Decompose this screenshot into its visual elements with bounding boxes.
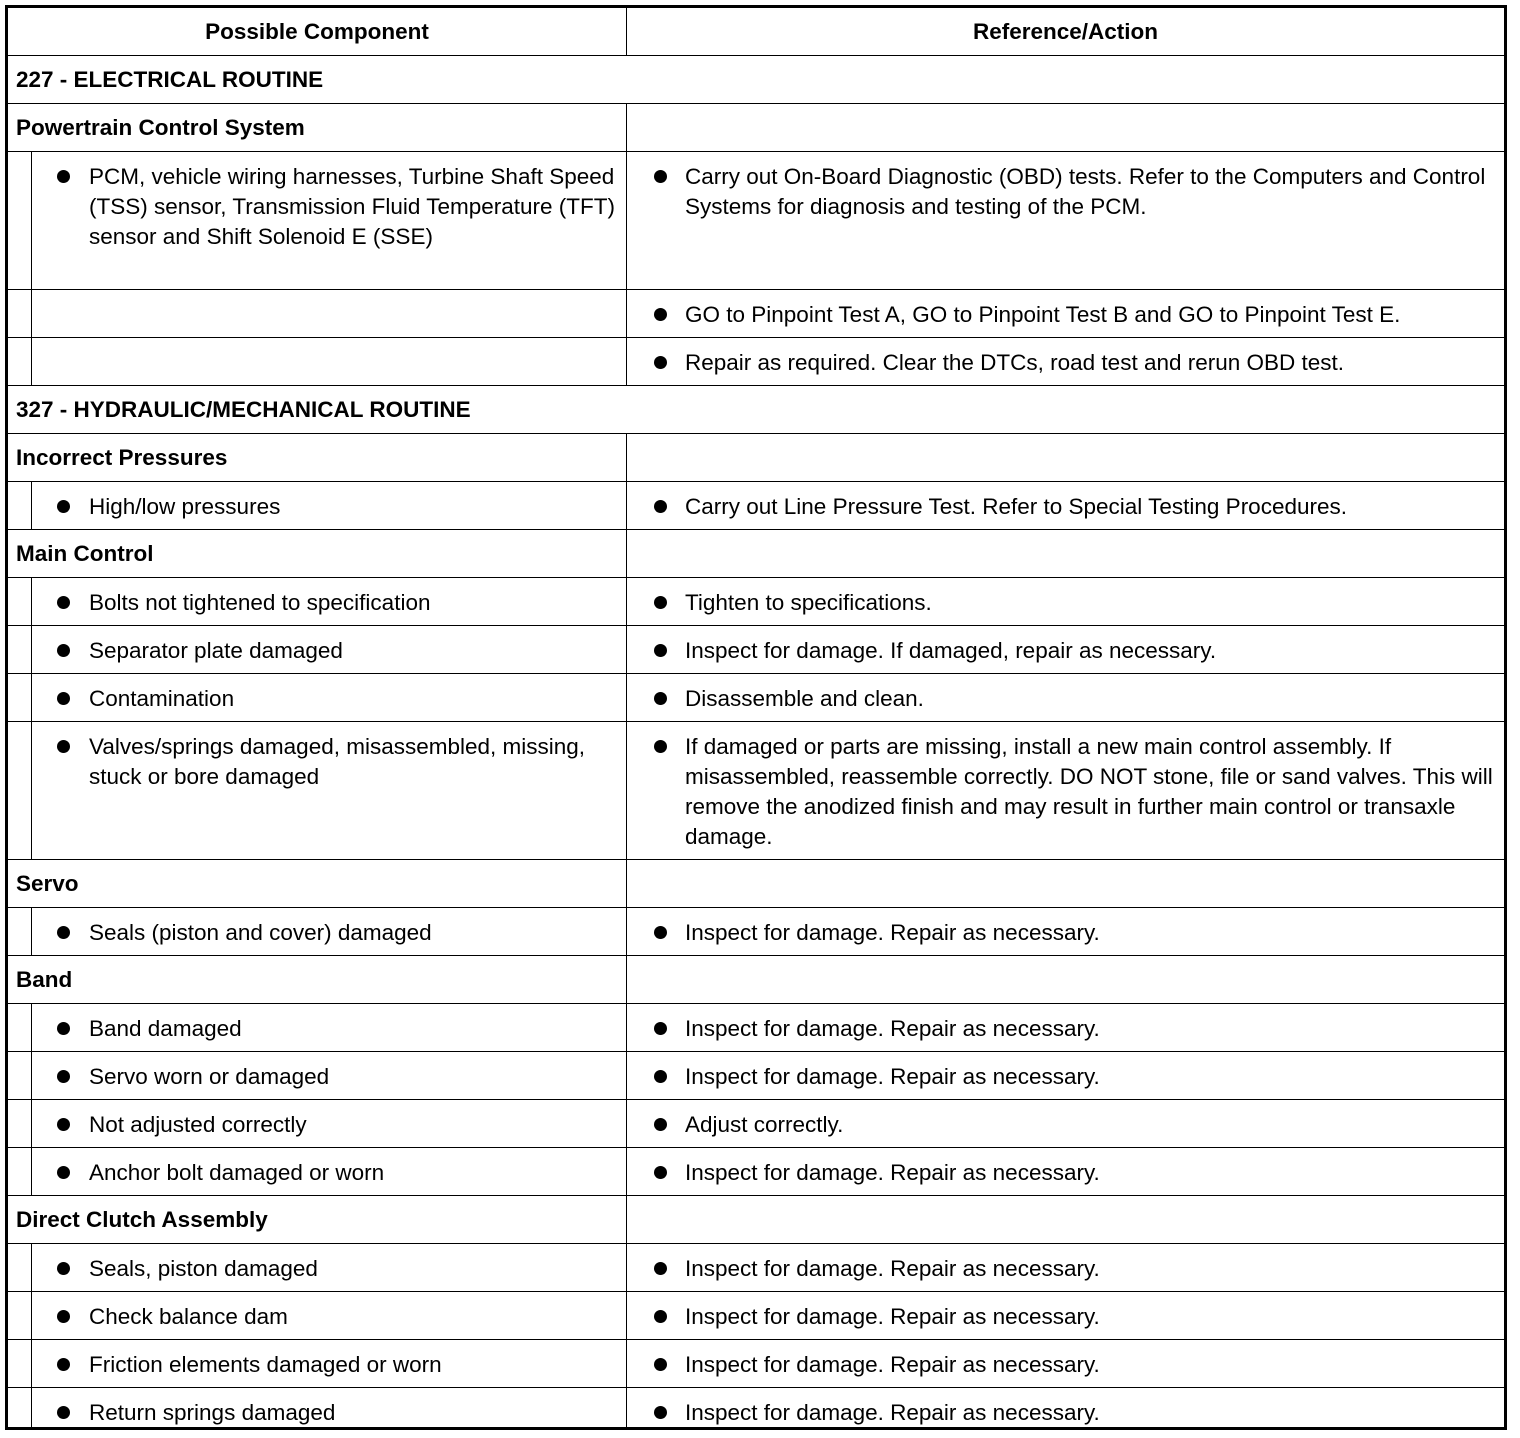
list-item [31,482,626,529]
table-row [8,907,1504,955]
table-row [8,721,1504,859]
bullet-icon [654,692,667,705]
component-text: PCM, vehicle wiring harnesses, Turbine Shaft Speed (TSS) sensor, Transmission Fluid Temperature (TFT) sensor and Shift Solenoid E (SSE) [89,164,615,249]
component-text: Seals, piston damaged [89,1256,318,1281]
table-row [8,481,1504,529]
list-item [627,1004,1504,1051]
action-text: Carry out On-Board Diagnostic (OBD) tests. Refer to the Computers and Control Systems for diagnosis and testing of the PCM. [685,164,1486,219]
group-row-direct-clutch [8,1195,1504,1243]
bullet-icon [654,926,667,939]
section-title: 227 - ELECTRICAL ROUTINE [16,67,324,92]
component-text: Servo worn or damaged [89,1064,330,1089]
bullet-icon [57,644,70,657]
action-text: Carry out Line Pressure Test. Refer to Special Testing Procedures. [685,494,1347,519]
bullet-icon [57,500,70,513]
bullet-icon [654,1310,667,1323]
bullet-icon [654,308,667,321]
list-item [31,1244,626,1291]
section-row-hydraulic [8,385,1504,433]
list-item [627,908,1504,955]
component-text: Check balance dam [89,1304,288,1329]
list-item [31,1100,626,1147]
list-item [627,1388,1504,1430]
action-text: Inspect for damage. Repair as necessary. [685,1160,1100,1185]
bullet-icon [654,170,667,183]
action-text: Inspect for damage. Repair as necessary. [685,1064,1100,1089]
section-row-electrical [8,55,1504,103]
list-item [627,338,1504,385]
list-item [627,152,1504,289]
action-text: If damaged or parts are missing, install a new main control assembly. If misassembled, reassemble correctly. DO NOT stone, file or sand valves. This will remove the anodized finish and may result in further main control or transaxle damage. [685,734,1493,849]
list-item [31,908,626,955]
bullet-icon [654,596,667,609]
list-item [31,1148,626,1195]
bullet-icon [654,1118,667,1131]
list-item [31,1052,626,1099]
bullet-icon [57,1262,70,1275]
bullet-icon [57,1166,70,1179]
group-title: Powertrain Control System [8,104,627,151]
group-row-powertrain [8,103,1504,151]
list-item [31,1004,626,1051]
bullet-icon [57,1070,70,1083]
component-text: Friction elements damaged or worn [89,1352,442,1377]
component-text: High/low pressures [89,494,281,519]
group-row-band [8,955,1504,1003]
bullet-icon [57,1022,70,1035]
group-row-servo [8,859,1504,907]
component-text: Seals (piston and cover) damaged [89,920,432,945]
list-item [627,626,1504,673]
bullet-icon [654,1262,667,1275]
group-title: Incorrect Pressures [8,434,627,481]
table-row [8,577,1504,625]
table-row [8,1243,1504,1291]
bullet-icon [57,740,70,753]
list-item [627,1340,1504,1387]
section-title: 327 - HYDRAULIC/MECHANICAL ROUTINE [16,397,471,422]
bullet-icon [57,1358,70,1371]
bullet-icon [57,170,70,183]
group-row-main-control [8,529,1504,577]
bullet-icon [654,500,667,513]
table-row [8,1387,1504,1430]
component-text: Separator plate damaged [89,638,343,663]
bullet-icon [654,740,667,753]
table-row [8,1051,1504,1099]
bullet-icon [57,596,70,609]
diagnosis-table [5,5,1507,1430]
action-text: GO to Pinpoint Test A, GO to Pinpoint Test B and GO to Pinpoint Test E. [685,302,1401,327]
component-text: Return springs damaged [89,1400,336,1425]
table-row [8,151,1504,289]
list-item [627,674,1504,721]
bullet-icon [57,926,70,939]
action-text: Repair as required. Clear the DTCs, road test and rerun OBD test. [685,350,1345,375]
bullet-icon [654,1070,667,1083]
group-title: Servo [8,860,627,907]
list-item [627,1052,1504,1099]
list-item [31,152,626,289]
list-item [627,290,1504,337]
list-item [31,1340,626,1387]
action-text: Inspect for damage. Repair as necessary. [685,1400,1100,1425]
bullet-icon [57,692,70,705]
component-text: Valves/springs damaged, misassembled, missing, stuck or bore damaged [89,734,586,789]
group-title: Band [8,956,627,1003]
table-row [8,289,1504,337]
action-text: Adjust correctly. [685,1112,844,1137]
table-row [8,1003,1504,1051]
table-row [8,337,1504,385]
list-item [31,674,626,721]
component-text: Bolts not tightened to specification [89,590,431,615]
list-item [31,722,626,859]
action-text: Inspect for damage. Repair as necessary. [685,1016,1100,1041]
list-item [31,578,626,625]
header-reference-action: Reference/Action [972,19,1159,44]
list-item [627,1100,1504,1147]
component-text: Band damaged [89,1016,242,1041]
action-text: Inspect for damage. Repair as necessary. [685,920,1100,945]
group-title: Direct Clutch Assembly [8,1196,627,1243]
list-item [31,1388,626,1430]
bullet-icon [57,1406,70,1419]
list-item [627,1148,1504,1195]
group-row-incorrect-pressures [8,433,1504,481]
component-text: Anchor bolt damaged or worn [89,1160,385,1185]
list-item [627,722,1504,859]
table-row [8,1099,1504,1147]
list-item [627,482,1504,529]
action-text: Tighten to specifications. [685,590,932,615]
list-item [627,1244,1504,1291]
action-text: Disassemble and clean. [685,686,924,711]
bullet-icon [654,1166,667,1179]
table-row [8,673,1504,721]
bullet-icon [654,356,667,369]
header-row [8,8,1504,55]
bullet-icon [57,1118,70,1131]
group-title: Main Control [8,530,627,577]
action-text: Inspect for damage. Repair as necessary. [685,1352,1100,1377]
component-text: Contamination [89,686,235,711]
bullet-icon [654,1022,667,1035]
bullet-icon [654,644,667,657]
action-text: Inspect for damage. Repair as necessary. [685,1256,1100,1281]
bullet-icon [57,1310,70,1323]
header-possible-component: Possible Component [8,8,627,55]
list-item [31,626,626,673]
action-text: Inspect for damage. Repair as necessary. [685,1304,1100,1329]
bullet-icon [654,1358,667,1371]
table-row [8,1291,1504,1339]
table-row [8,625,1504,673]
action-text: Inspect for damage. If damaged, repair as necessary. [685,638,1217,663]
table-row [8,1147,1504,1195]
list-item [627,578,1504,625]
table-row [8,1339,1504,1387]
component-text: Not adjusted correctly [89,1112,307,1137]
bullet-icon [654,1406,667,1419]
list-item [31,1292,626,1339]
list-item [627,1292,1504,1339]
